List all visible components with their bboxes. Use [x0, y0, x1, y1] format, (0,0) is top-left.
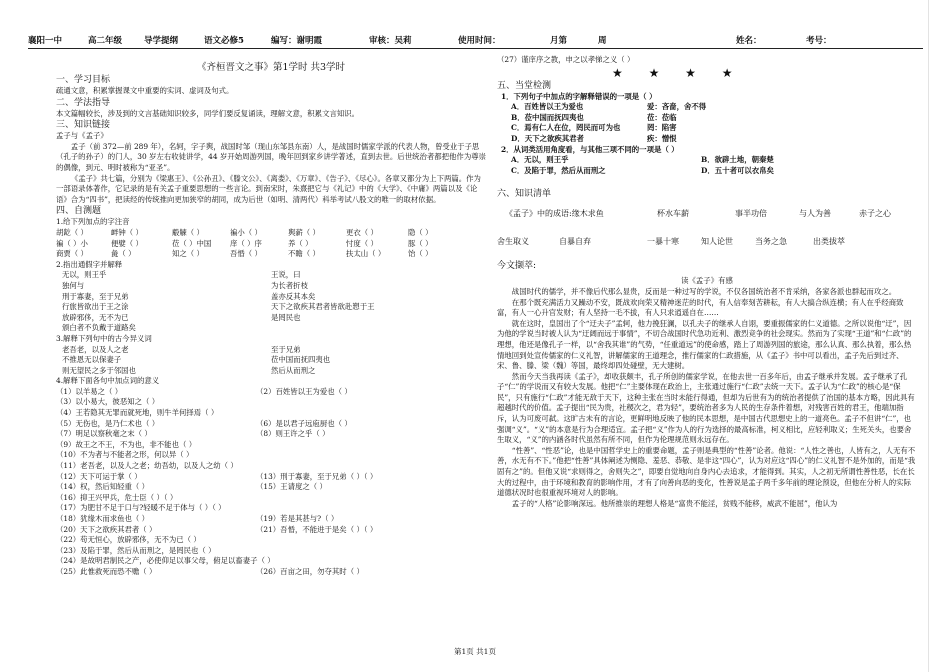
word-meaning-row — [56, 546, 486, 557]
q4-heading: 4.解释下面各句中加点词的意义 — [56, 376, 160, 386]
essay-paragraph: “性善”、“性恶”论，也是中国哲学史上的重要命题，孟子则是典型的“性善”论者。他说：“人性之善也，人皆有之，人无有不善，水无有不下。”他把“性善”具体阐述为恻隐、羞恶、恭敬、是非这“四心”，认为对应这“四心”的仁义礼智不是外加的，而是“我固有之”的。但他又说“求则得之，舍则失之”，即要自觉地向自身内心去追求，才能得到。其实，人之初无所谓性善性恶，长在长大的过程中，由于环境和教育的影响作用，才有了向善向恶的变化，性善说是孟子两千多年前的理论预设，但他在分析人的实际道德状况时也很重视环境对人的影响。 — [497, 445, 916, 498]
idiom: 与人为善 — [799, 209, 831, 219]
word-meaning-item: （5）无伤也，是乃仁术也（ ） — [56, 418, 160, 428]
word-meaning-item: （4）王若隐其无罪而就死地，则牛羊何择焉（ ） — [56, 408, 219, 418]
s3-para-1: 孟子（前 372—前 289 年），名轲，字子舆，战国时邹（现山东邹县东南）人，是战国时儒家学派的代表人物，曾受业于子思（孔子的孙子）的门人，30 岁左右收徒讲学，44 岁开始周游列国，晚年回到家乡讲学著述，直到去世。后世统治者都把他作为尊崇的偶像，到元、明时被称为“亚圣”。 — [56, 141, 486, 172]
option-text: A．无以，则王乎 — [511, 155, 569, 165]
essay-paragraph: 就在这时，皇国出了个“迂夫子”孟轲，他力挽狂澜，以孔夫子的继承人自诩，要重振儒家的仁义道德。之所以说他“迂”，因为他的学说当时被人认为“迂阔而远于事情”，不切合战国时代急功近利、激烈竞争的社会现实。然而为了实现“王道”和“仁政”的理想，他还是像孔子一样，以“舍我其谁”的气势，“任重道远”的使命感，踏上了周游列国的旅途，那么认真、那么执着，那么热情地回到处宣传儒家的仁义礼智，讲解儒家的王道理念，推行儒家的仁政措施，从《孟子》书中可以看出，孟子先后到过齐、宋、鲁、滕、梁（魏）等国，最终却四处碰壁，无大建树。 — [497, 318, 912, 371]
gujin-item: 不推恩无以保妻子 — [62, 355, 122, 365]
tongjia-item: 放辟邪侈，无不为已 — [62, 312, 129, 322]
word-meaning-item: （23）及陷于罪，然后从而刑之，是罔民也（ ） — [56, 545, 216, 555]
tongjia-item: 独何与 — [62, 280, 85, 290]
idiom: 赤子之心 — [859, 209, 891, 219]
word-meaning-row — [56, 493, 486, 504]
idiom: 舍生取义 — [497, 237, 529, 247]
pinyin-item: 饴（ ） — [408, 249, 433, 259]
word-meaning-item: （15）王请度之（ ） — [256, 482, 327, 492]
s2-text: 本文篇幅较长，涉及到的文言基础知识较多，同学们要反复诵读，理解文意，积累文言知识。 — [56, 108, 360, 118]
pinyin-item: 吾惛（ ） — [230, 249, 262, 259]
word-meaning-item: （16）抑王兴甲兵，危士臣（ ）（ ） — [56, 492, 178, 502]
q1-heading: 1.给下列加点的字注音 — [56, 217, 130, 227]
word-meaning-item: （24）是故明君制民之产，必使仰足以事父母，俯足以畜妻子（ ） — [56, 556, 275, 566]
gujin-row — [56, 345, 486, 356]
s5-q1: 1．下列句子中加点的字解释错误的一项是（ ） — [501, 91, 657, 101]
q2-block — [56, 270, 486, 334]
star-divider: ★ ★ ★ ★ — [612, 65, 733, 80]
s5-q2: 2．从词类活用角度看，与其他三项不同的一项是（ ） — [501, 144, 679, 154]
word-meaning-row — [56, 397, 486, 408]
word-meaning-row — [56, 461, 486, 472]
word-meaning-item: （11）老吾老，以及人之老；幼吾幼，以及人之幼（ ） — [56, 461, 238, 471]
idiom-row-2 — [497, 228, 917, 256]
s1-heading: 一、学习目标 — [56, 75, 111, 85]
idiom: 自暴自弃 — [559, 237, 591, 247]
pinyin-item: 忖度（ ） — [346, 238, 378, 248]
pinyin-item: 舆薪（ ） — [288, 227, 320, 237]
word-meaning-item: （12）天下可运于掌（ ） — [56, 471, 142, 481]
option-text: D．五十者可以衣帛矣 — [701, 165, 774, 175]
word-meaning-row — [56, 419, 486, 430]
header-month: 月第 — [550, 36, 568, 46]
pinyin-item: 隐（ ） — [408, 227, 433, 237]
header-doc-type: 导学提纲 — [144, 36, 179, 46]
gujin-item: 然后从而刑之 — [271, 365, 316, 375]
s3-para-2: 《孟子》共七篇，分别为《梁惠王》、《公孙丑》、《滕文公》、《离娄》、《万章》、《告子》、《尽心》。各章又都分为上下两篇。作为一部语录体著作，它记录的是有关孟子重要思想的一些言论。到南宋时，朱熹把它与《礼记》中的《大学》、《中庸》两篇以及《论语》合为“四书”，把读经的传统推向更加狭窄的胡同，成为后世（如明、清两代）科举考试八股文的唯一的取材依据。 — [56, 173, 481, 204]
q2-left-list — [62, 270, 136, 334]
q3-heading: 3.解释下列句中的古今异义词 — [56, 333, 152, 343]
essay-paragraph: 孟子的“人格”论影响深远。他所推崇的理想人格是“富贵不能淫，贫贱不能移，威武不能屈”，他认为 — [511, 498, 838, 508]
word-meaning-item: （22）苟无恒心，放辟邪侈，无不为已（ ） — [56, 535, 201, 545]
header-author: 编写：谢明霞 — [271, 36, 323, 46]
page-edge — [928, 0, 930, 672]
word-meaning-row — [56, 567, 486, 578]
s3-heading: 三、知识链接 — [56, 120, 111, 131]
option-row — [497, 102, 917, 113]
page-number: 第1页 共1页 — [454, 647, 496, 656]
q4-rows — [56, 387, 486, 578]
idiom: 《孟子》中的成语:缘木求鱼 — [505, 209, 604, 219]
essay-paragraph: 然而今天当我再读《孟子》，却收获颇丰，孔子所创的儒家学说，在他去世一百多年后，由孟子继承并发展。孟子继承了孔子“仁”的学说而又有较大发展。他把“仁”主要体现在政治上，主张通过施行“仁政”去统一天下。孟子认为“仁政”的核心是“保民”，只有施行“仁政”才能无敌于天下，这种主张在当时未能行得通，但却为后世有为的统治者提供了治国的基本方略，因此具有超越时代的价值。孟子提出“民为贵，社稷次之，君为轻”，要统治者多为人民的生存条件着想，对残害百姓的君王，他端加指斥，认为可废可弑。这旷古未有的言论，更鲜明地反映了他的民本思想，是中国古代思想史上的一道亮色。孟子不但讲“仁”，也强调“义”。“义”的本意是行为合理适宜。孟子把“义”作为人的行为选择的最高标准，柯义相比，应轻利取义；生死关头，也要舍生取义，“义”的内涵各时代虽然有所不同，但作为伦理规范则永远存在。 — [497, 371, 915, 445]
word-meaning-item: （26）百亩之田，勿夺其时（ ） — [256, 566, 364, 576]
header-exam-no: 考号： — [806, 36, 832, 46]
essay-subtitle: 读《孟子》有感 — [681, 276, 733, 286]
pinyin-item: 胡龁（ ） — [56, 227, 88, 237]
gujin-item: 莅中国而抚四夷也 — [271, 355, 331, 365]
idiom: 一暴十寒 — [647, 237, 679, 247]
header-school: 襄阳一中 — [28, 36, 63, 46]
tongjia-item: 刑于寡妻，至于兄弟 — [62, 291, 129, 301]
pinyin-item: 觳觫（ ） — [172, 227, 204, 237]
s5-heading: 五、当堂检测 — [497, 80, 552, 91]
header-name: 姓名： — [736, 36, 762, 46]
pinyin-item: 庠（ ）序 — [230, 238, 262, 248]
word-meaning-item: （18）犹缘木而求鱼也（ ） — [56, 514, 150, 523]
word-meaning-item: （21）吾惛，不能进于是矣（ ）（ ） — [256, 524, 378, 534]
word-meaning-row — [56, 429, 486, 440]
tongjia-item: 天下之欲疾其君者皆欲赴愬于王 — [271, 302, 375, 312]
tongjia-item: 行旅皆欲出于王之涂 — [62, 302, 129, 312]
tongjia-item: 盖亦反其本矣 — [271, 291, 316, 301]
pinyin-item: 商贾（ ） — [56, 249, 88, 259]
word-meaning-row — [56, 450, 486, 461]
word-meaning-row — [56, 440, 486, 451]
option-text: B．莅中国而抚四夷也 — [511, 112, 584, 122]
option-text: D．天下之欲疾其君者 — [511, 133, 584, 143]
option-gloss: 疾：憎恨 — [647, 133, 677, 143]
essay-paragraph: 战国时代的儒学，并不像后代那么显贵，反而是一种过写的学说，不仅各国统治者不肯采纳，各家各派也群起而攻之。 — [511, 286, 897, 296]
option-row — [497, 123, 917, 134]
s1-text: 疏通文意，积累掌握课文中重要的实词、虚词及句式。 — [56, 86, 234, 95]
header-subject: 语文必修5 — [204, 36, 244, 46]
word-meaning-row — [56, 535, 486, 546]
word-meaning-row — [56, 408, 486, 419]
idiom: 出类拔萃 — [813, 237, 845, 247]
idiom-row-1 — [497, 200, 917, 228]
s5-q2-options — [497, 155, 917, 176]
word-meaning-item: （8）则王许之乎（ ） — [256, 429, 330, 439]
pinyin-item: 更衣（ ） — [346, 227, 378, 237]
pinyin-item: 褊小（ ） — [230, 227, 262, 237]
gujin-item: 老吾老，以及人之老 — [62, 344, 129, 354]
s3-sub: 孟子与《孟子》 — [56, 131, 108, 141]
option-text: C．及陷于罪，然后从而刑之 — [511, 165, 606, 175]
word-meaning-item: （9）故王之不王，不为也，非不能也（ ） — [56, 439, 197, 449]
word-meaning-item: （20）天下之欲疾其君者（ ） — [56, 524, 157, 534]
word-meaning-item: （17）为肥甘不足于口与?轻暖不足于体与（ ）（ ） — [56, 503, 226, 513]
s6-heading: 六、知识清单 — [497, 189, 552, 200]
option-text: B．欲辟土地，朝秦楚 — [701, 155, 774, 165]
q2-right-list — [271, 270, 374, 323]
idiom: 知人论世 — [701, 237, 733, 247]
word-meaning-row — [56, 525, 486, 536]
header-reviewer: 审核：吴莉 — [369, 36, 412, 46]
q27: （27）谨庠序之教，申之以孝悌之义（ ） — [497, 55, 635, 64]
pinyin-item: 便嬖（ ） — [111, 238, 143, 248]
header-bar — [28, 34, 918, 46]
word-meaning-row — [56, 503, 486, 514]
option-text: A．百姓皆以王为爱也 — [511, 102, 584, 112]
idiom: 杯水车薪 — [657, 209, 689, 219]
word-meaning-row — [56, 556, 486, 567]
essay-body — [497, 287, 917, 509]
option-row — [497, 166, 917, 177]
option-row — [497, 113, 917, 124]
pinyin-item: 衅钟（ ） — [111, 227, 143, 237]
essay-paragraph: 在那个既充满活力又躁动不安，既战欢向荣又精神迷茫的时代，有人信奉刻苦耕耘，有人大搞合纵连横；有人在乎经商致富，有人一心升官发财；有人坚持一毛不拔，有人只求逍遥自在…… — [497, 297, 904, 318]
word-meaning-item: （19）若是其甚与?（ ） — [256, 514, 339, 523]
word-meaning-row — [56, 472, 486, 483]
q3-rows — [56, 345, 486, 377]
word-meaning-item: （10）不为者与不能者之形，何以异（ ） — [56, 450, 194, 460]
s2-heading: 二、学法指导 — [56, 97, 111, 108]
q1-rows — [56, 228, 486, 260]
tongjia-item: 王说，曰 — [271, 270, 301, 280]
s7-heading: 今文撷萃: — [497, 261, 537, 272]
pinyin-item: 养（ ） — [288, 238, 313, 248]
pinyin-item: 不瞻（ ） — [288, 249, 320, 259]
header-grade: 高二年级 — [88, 36, 123, 46]
header-week: 周 — [598, 36, 607, 46]
tongjia-item: 无以，则王乎 — [62, 270, 107, 280]
idiom: 当务之急 — [755, 237, 787, 247]
pinyin-item: 豚（ ） — [408, 238, 433, 248]
word-meaning-row — [56, 482, 486, 493]
gujin-row — [56, 355, 486, 366]
tongjia-item: 颁白者不负戴于道路矣 — [62, 323, 136, 333]
word-meaning-row — [56, 387, 486, 398]
word-meaning-item: （1）以羊易之（ ） — [56, 386, 123, 396]
option-gloss: 莅：莅临 — [647, 112, 677, 122]
pinyin-item: 褊（ ）小 — [56, 238, 88, 248]
pinyin-item: 彘（ ） — [111, 249, 136, 259]
pinyin-item: 扶太山（ ） — [346, 249, 386, 259]
header-use-time: 使用时间： — [458, 36, 501, 46]
gujin-item: 至于兄弟 — [271, 344, 301, 354]
q2-heading: 2.指出通假字并解释 — [56, 259, 123, 269]
idiom: 事半功倍 — [735, 209, 767, 219]
word-meaning-item: （7）明足以察秋毫之末（ ） — [56, 429, 152, 439]
gujin-item: 则无望民之多于邻国也 — [62, 365, 136, 375]
doc-title: 《齐桓晋文之事》第1学时 共3学时 — [196, 62, 346, 73]
right-column — [497, 55, 917, 509]
left-column — [56, 55, 486, 578]
pinyin-row — [56, 239, 486, 250]
gujin-row — [56, 366, 486, 377]
word-meaning-item: （2）百姓皆以王为爱也（ ） — [256, 386, 352, 396]
option-gloss: 罔：陷害 — [647, 123, 677, 133]
word-meaning-item: （6）是以君子远庖厨也（ ） — [256, 418, 352, 428]
word-meaning-item: （14）权，然后知轻重（ ） — [56, 482, 150, 492]
pinyin-item: 莅（ ）中国 — [172, 238, 212, 248]
word-meaning-item: （3）以小易大，彼恶知之（ ） — [56, 397, 160, 407]
s5-q1-options — [497, 102, 917, 144]
option-row — [497, 134, 917, 145]
tongjia-item: 是罔民也 — [271, 312, 301, 322]
option-row — [497, 155, 917, 166]
word-meaning-row — [56, 514, 486, 525]
option-text: C．焉有仁人在位，罔民而可为也 — [511, 123, 621, 133]
pinyin-row — [56, 249, 486, 260]
pinyin-item: 知之（ ） — [172, 249, 204, 259]
s4-heading: 四、自测题 — [56, 206, 102, 217]
word-meaning-item: （25）此惟救死而恐不赡（ ） — [56, 566, 157, 576]
pinyin-row — [56, 228, 486, 239]
header-divider — [28, 48, 923, 49]
option-gloss: 爱：吝啬，舍不得 — [647, 102, 707, 112]
word-meaning-item: （13）刑于寡妻，至于兄弟（ ）（ ） — [256, 471, 378, 481]
tongjia-item: 为长者折枝 — [271, 280, 308, 290]
